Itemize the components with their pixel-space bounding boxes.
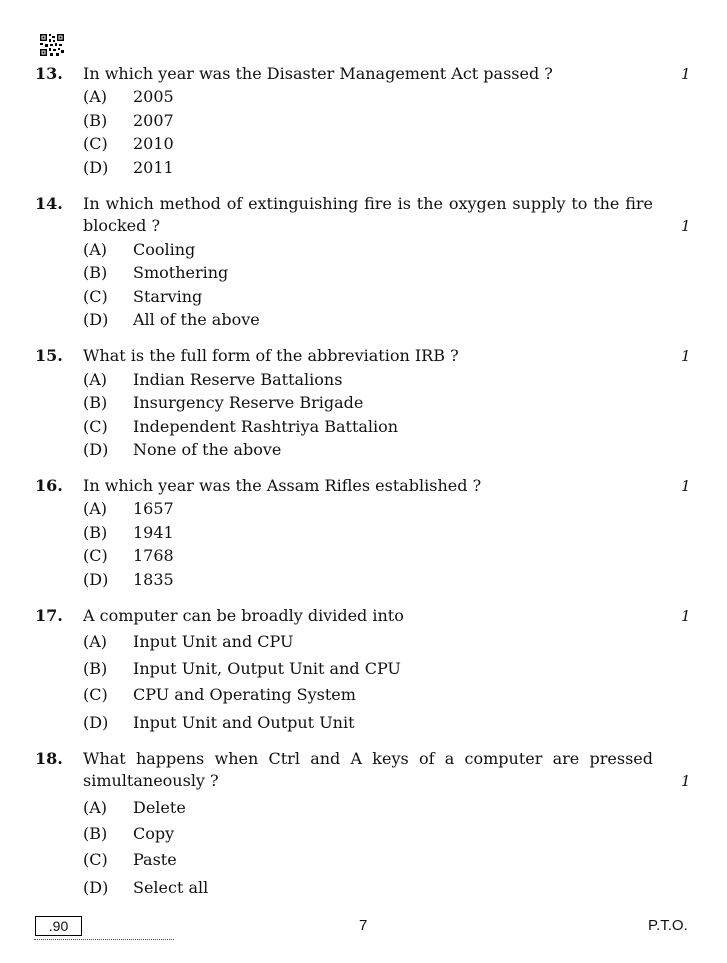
option-label: (C): [83, 287, 108, 306]
option-text: None of the above: [133, 440, 282, 459]
option-text: Smothering: [133, 263, 229, 282]
option-label: (A): [83, 370, 108, 389]
option-text: Input Unit and CPU: [133, 632, 294, 651]
paper-code-box: .90: [35, 916, 82, 936]
option-text: Delete: [133, 798, 186, 817]
question-marks: 1: [681, 477, 691, 495]
option-label: (B): [83, 393, 108, 412]
option-c: [83, 545, 174, 567]
question-text-line: simultaneously ?: [83, 771, 219, 790]
question-text-line: In which method of extinguishing fire is the oxygen supply to the fire: [83, 194, 653, 213]
option-label: (D): [83, 570, 109, 589]
pto-label: P.T.O.: [648, 917, 688, 934]
option-b: [83, 392, 363, 414]
option-c: [83, 416, 398, 438]
option-a: [83, 797, 186, 819]
question-text: In which year was the Assam Rifles established ?: [83, 476, 482, 495]
option-label: (C): [83, 417, 108, 436]
option-text: Input Unit, Output Unit and CPU: [133, 659, 401, 678]
question-text: In which year was the Disaster Management Act passed ?: [83, 64, 553, 83]
question-number: 16.: [35, 476, 63, 495]
option-text: Select all: [133, 878, 209, 897]
option-text: 1941: [133, 523, 174, 542]
option-label: (A): [83, 798, 108, 817]
question-text-line: What happens when Ctrl and A keys of a computer are pressed: [83, 749, 653, 768]
option-text: 1657: [133, 499, 174, 518]
option-d: [83, 569, 174, 591]
option-label: (B): [83, 659, 108, 678]
option-c: [83, 133, 174, 155]
question-number: 15.: [35, 346, 63, 365]
question-number: 17.: [35, 606, 63, 625]
option-label: (B): [83, 263, 108, 282]
option-text: Input Unit and Output Unit: [133, 713, 355, 732]
question-marks: 1: [681, 65, 691, 83]
option-label: (B): [83, 824, 108, 843]
option-label: (D): [83, 713, 109, 732]
question-marks: 1: [681, 772, 691, 790]
option-label: (A): [83, 632, 108, 651]
question-text: [83, 193, 653, 237]
option-a: [83, 631, 294, 653]
question-marks: 1: [681, 607, 691, 625]
option-label: (C): [83, 850, 108, 869]
option-d: [83, 309, 260, 331]
option-d: [83, 712, 355, 734]
option-label: (A): [83, 499, 108, 518]
option-a: [83, 498, 174, 520]
option-label: (A): [83, 240, 108, 259]
option-c: [83, 684, 356, 706]
question-text-line: blocked ?: [83, 216, 161, 235]
option-d: [83, 877, 208, 899]
option-d: [83, 157, 174, 179]
option-label: (C): [83, 134, 108, 153]
option-text: 2010: [133, 134, 174, 153]
question-text: What is the full form of the abbreviation IRB ?: [83, 346, 459, 365]
option-label: (B): [83, 111, 108, 130]
option-d: [83, 439, 281, 461]
option-text: 2007: [133, 111, 174, 130]
option-text: 2005: [133, 87, 174, 106]
question-text: A computer can be broadly divided into: [83, 606, 404, 625]
option-text: Indian Reserve Battalions: [133, 370, 343, 389]
option-b: [83, 110, 174, 132]
option-c: [83, 286, 202, 308]
option-b: [83, 262, 228, 284]
option-c: [83, 849, 177, 871]
option-label: (A): [83, 87, 108, 106]
option-label: (D): [83, 878, 109, 897]
option-text: Independent Rashtriya Battalion: [133, 417, 399, 436]
option-label: (C): [83, 685, 108, 704]
option-a: [83, 239, 195, 261]
page-number: 7: [359, 917, 368, 934]
option-text: 1768: [133, 546, 174, 565]
option-text: 2011: [133, 158, 174, 177]
option-label: (C): [83, 546, 108, 565]
question-marks: 1: [681, 217, 691, 235]
option-label: (D): [83, 158, 109, 177]
question-number: 13.: [35, 64, 63, 83]
question-number: 14.: [35, 194, 63, 213]
question-text: [83, 748, 653, 792]
option-text: Insurgency Reserve Brigade: [133, 393, 364, 412]
option-label: (D): [83, 440, 109, 459]
option-text: Cooling: [133, 240, 196, 259]
option-text: Starving: [133, 287, 203, 306]
option-text: 1835: [133, 570, 174, 589]
option-a: [83, 369, 342, 391]
option-label: (D): [83, 310, 109, 329]
option-text: Paste: [133, 850, 177, 869]
option-text: All of the above: [133, 310, 260, 329]
option-b: [83, 658, 401, 680]
option-text: Copy: [133, 824, 175, 843]
question-number: 18.: [35, 749, 63, 768]
option-a: [83, 86, 174, 108]
option-label: (B): [83, 523, 108, 542]
option-b: [83, 823, 174, 845]
question-marks: 1: [681, 347, 691, 365]
option-b: [83, 522, 174, 544]
option-text: CPU and Operating System: [133, 685, 356, 704]
